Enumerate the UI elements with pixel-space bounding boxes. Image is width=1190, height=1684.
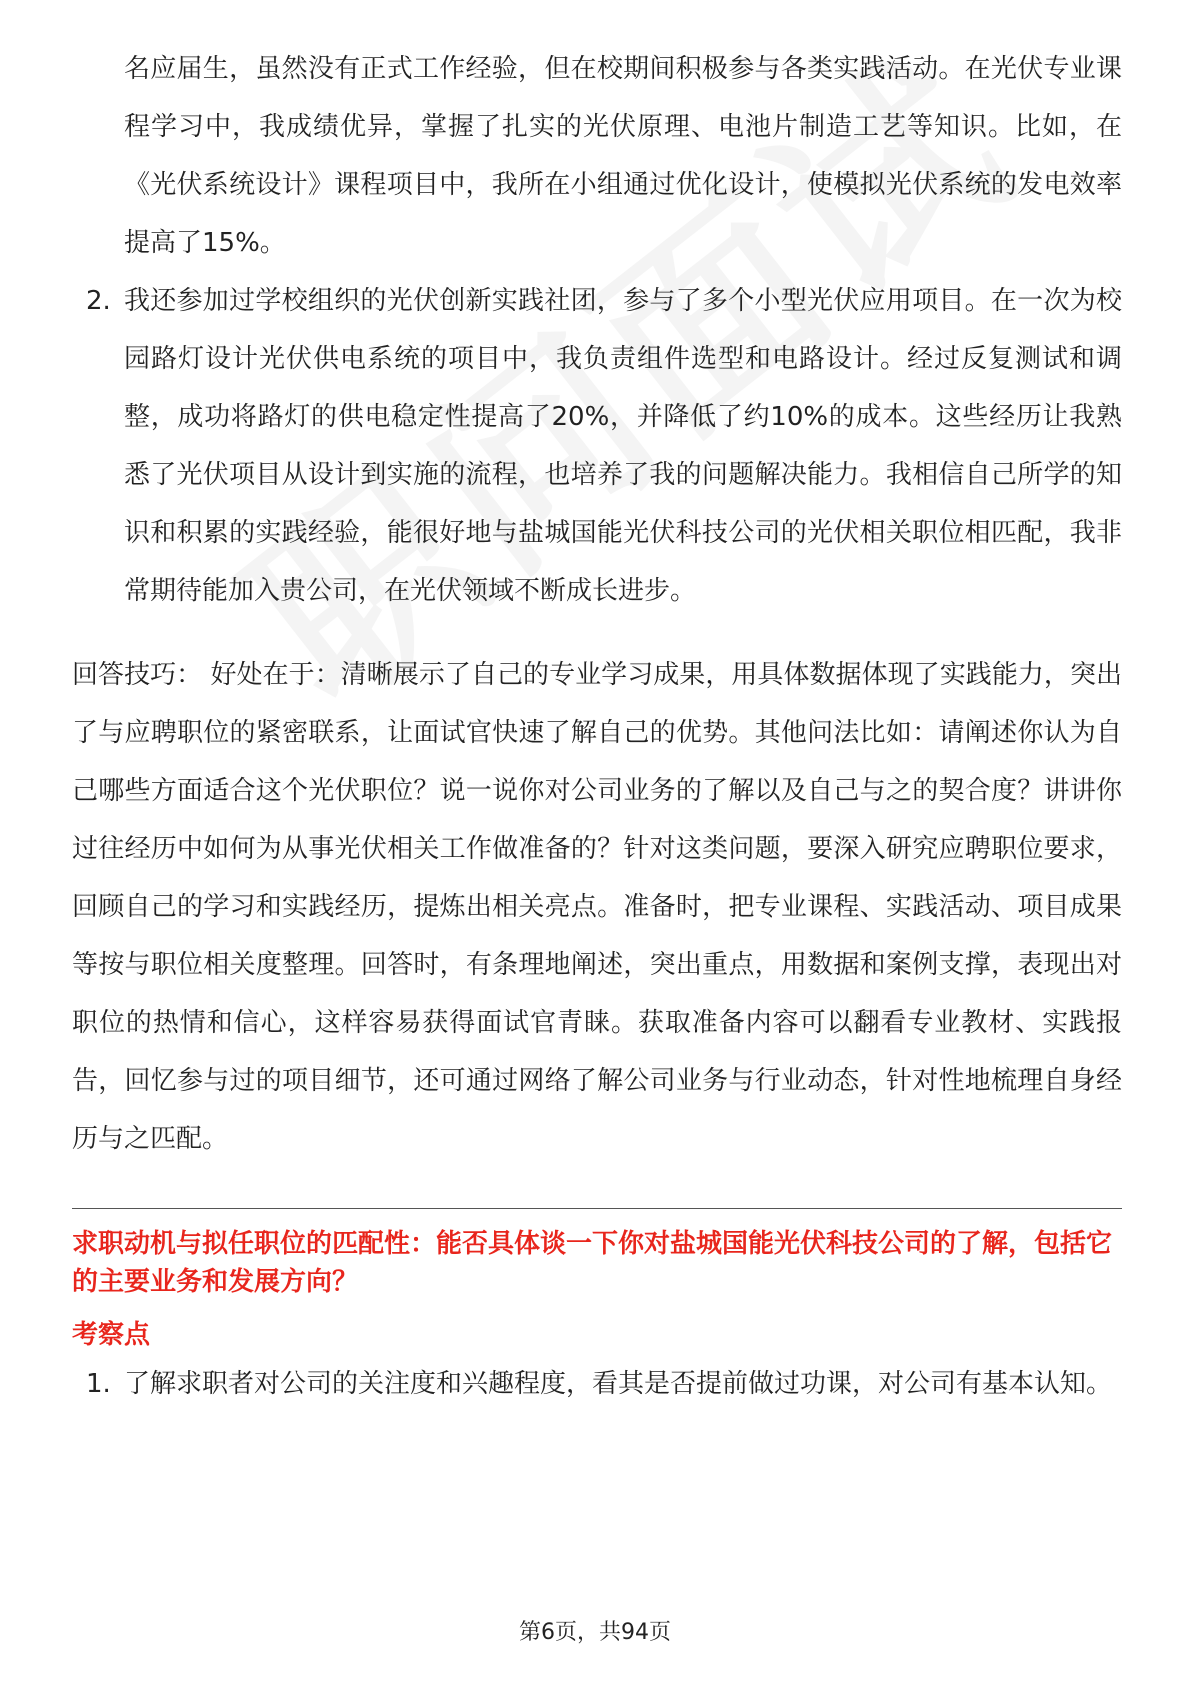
exam-points-title: 考察点 xyxy=(72,1320,151,1350)
content-area xyxy=(72,40,1122,1413)
exam-point-item xyxy=(72,1355,1122,1413)
section-divider xyxy=(72,1208,1122,1209)
question-heading: 求职动机与拟任职位的匹配性：能否具体谈一下你对盐城国能光伏科技公司的了解，包括它的主要业务和发展方向？ xyxy=(72,1229,1113,1297)
answer-item-1-continuation: 名应届生，虽然没有正式工作经验，但在校期间积极参与各类实践活动。在光伏专业课程学习中，我成绩优异，掌握了扎实的光伏原理、电池片制造工艺等知识。比如，在《光伏系统设计》课程项目中，我所在小组通过优化设计，使模拟光伏系统的发电效率提高了15%。 xyxy=(124,54,1122,258)
list-text: 了解求职者对公司的关注度和兴趣程度，看其是否提前做过功课，对公司有基本认知。 xyxy=(124,1369,1113,1399)
list-number: 2. xyxy=(86,286,111,316)
list-text: 我还参加过学校组织的光伏创新实践社团，参与了多个小型光伏应用项目。在一次为校园路灯设计光伏供电系统的项目中，我负责组件选型和电路设计。经过反复测试和调整，成功将路灯的供电稳定性提高了20%，并降低了约10%的成本。这些经历让我熟悉了光伏项目从设计到实施的流程，也培养了我的问题解决能力。我相信自己所学的知识和积累的实践经验，能很好地与盐城国能光伏科技公司的光伏相关职位相匹配，我非常期待能加入贵公司，在光伏领域不断成长进步。 xyxy=(124,286,1122,606)
answer-item-2 xyxy=(72,272,1122,620)
exam-points-list xyxy=(72,1355,1122,1413)
answer-tips: 回答技巧： 好处在于：清晰展示了自己的专业学习成果，用具体数据体现了实践能力，突出了与应聘职位的紧密联系，让面试官快速了解自己的优势。其他问法比如：请阐述你认为自己哪些方面适合这个光伏职位？说一说你对公司业务的了解以及自己与之的契合度？讲讲你过往经历中如何为从事光伏相关工作做准备的？针对这类问题，要深入研究应聘职位要求，回顾自己的学习和实践经历，提炼出相关亮点。准备时，把专业课程、实践活动、项目成果等按与职位相关度整理。回答时，有条理地阐述，突出重点，用数据和案例支撑，表现出对职位的热情和信心，这样容易获得面试官青睐。获取准备内容可以翻看专业教材、实践报告，回忆参与过的项目细节，还可通过网络了解公司业务与行业动态，针对性地梳理自身经历与之匹配。 xyxy=(72,660,1122,1154)
answer-list xyxy=(72,272,1122,620)
page-footer: 第6页，共94页 xyxy=(519,1620,671,1645)
list-number: 1. xyxy=(86,1369,111,1399)
